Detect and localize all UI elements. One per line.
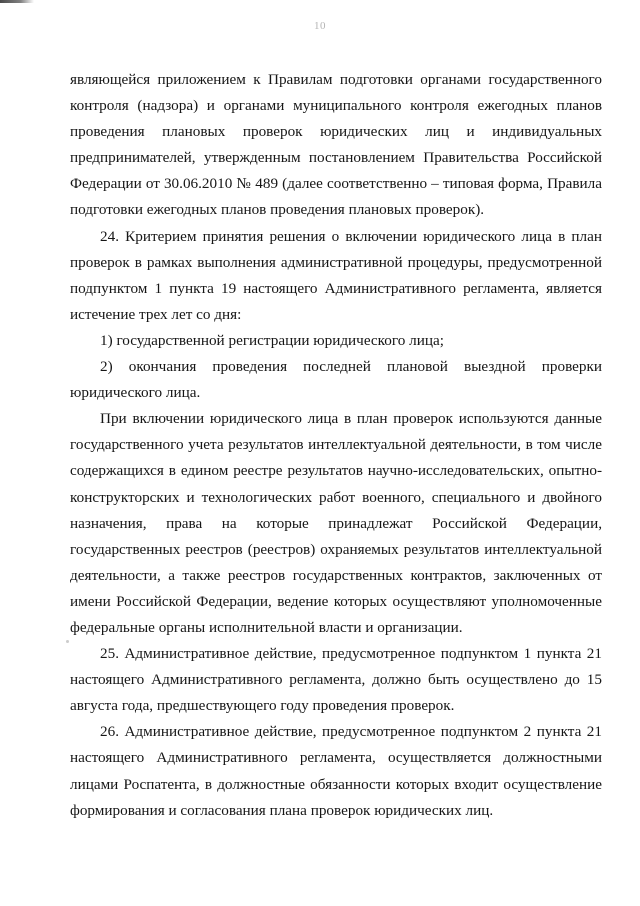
scan-edge-mark: [0, 0, 34, 3]
list-item-2: 2) окончания проведения последней плановой выездной проверки юридического лица.: [70, 358, 602, 402]
paragraph-26: 26. Административное действие, предусмотренное подпунктом 2 пункта 21 настоящего Административного регламента, осуществляется должностными лицами Роспатента, в должностные обязанности которых входит осуществление формирования и согласования плана проверок юридических лиц.: [70, 723, 602, 819]
scan-speck: [66, 640, 69, 643]
paragraph-data-sources: При включении юридического лица в план проверок используются данные государственного учета результатов интеллектуальной деятельности, в том числе содержащихся в едином реестре результатов научно-исследовательских, опытно-конструкторских и технологических работ военного, специального и двойного назначения, права на которые принадлежат Российской Федерации, государственных реестров (реестров) охраняемых результатов интеллектуальной деятельности, а также реестров государственных контрактов, заключенных от имени Российской Федерации, ведение которых осуществляют уполномоченные федеральные органы исполнительной власти и организации.: [70, 410, 602, 636]
list-item-1: 1) государственной регистрации юридического лица;: [100, 331, 444, 349]
paragraph-24: 24. Критерием принятия решения о включении юридического лица в план проверок в рамках выполнения административной процедуры, предусмотренной подпунктом 1 пункта 19 настоящего Административного регламента, является истечение трех лет со дня:: [70, 227, 602, 323]
document-body: [70, 67, 602, 824]
paragraph-continuation: являющейся приложением к Правилам подготовки органами государственного контроля (надзора) и органами муниципального контроля ежегодных планов проведения плановых проверок юридических лиц и индивидуальных предпринимателей, утвержденным постановлением Правительства Российской Федерации от 30.06.2010 № 489 (далее соответственно – типовая форма, Правила подготовки ежегодных планов проведения плановых проверок).: [70, 71, 602, 219]
page-number: 10: [314, 20, 326, 32]
paragraph-25: 25. Административное действие, предусмотренное подпунктом 1 пункта 21 настоящего Административного регламента, должно быть осуществлено до 15 августа года, предшествующего году проведения проверок.: [70, 645, 602, 715]
